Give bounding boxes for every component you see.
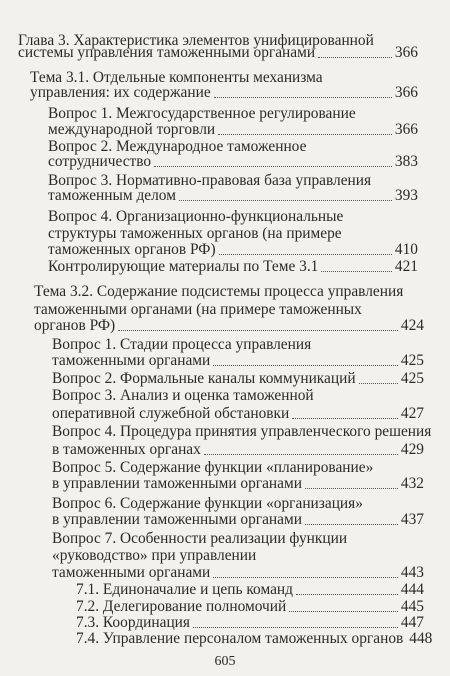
topic-3-1-q2-line1: Вопрос 2. Международное таможенное: [48, 138, 307, 155]
topic-3-2-q7-sub4-page: 448: [409, 630, 433, 647]
topic-3-2-q1-line1: Вопрос 1. Стадии процесса управления: [52, 336, 312, 353]
topic-3-2-title-line1: Тема 3.2. Содержание подсистемы процесса управления: [34, 283, 404, 300]
topic-3-1-q3-line1: Вопрос 3. Нормативно-правовая база управления: [48, 172, 372, 189]
topic-3-1-q4-line3: таможенных органов РФ): [48, 241, 216, 258]
topic-3-2-q3-entry[interactable]: [52, 404, 424, 424]
topic-3-2-q7-sub3-page: 447: [400, 614, 424, 631]
topic-3-2-q7-sub2-label: 7.2. Делегирование полномочий: [76, 598, 287, 615]
topic-3-2-q3-line2: оперативной служебной обстановки: [52, 405, 290, 422]
dot-leader: [305, 524, 398, 525]
dot-leader: [292, 418, 398, 419]
topic-3-1-title-line2: управления: их содержание: [30, 84, 211, 101]
topic-3-2-q4-entry[interactable]: [52, 440, 424, 460]
chapter-title-line2: системы управления таможенными органами: [18, 44, 316, 61]
dot-leader: [204, 454, 398, 455]
topic-3-2-page: 424: [400, 317, 424, 334]
topic-3-2-q4-page: 429: [400, 441, 424, 458]
dot-leader: [213, 577, 398, 578]
dot-leader: [154, 166, 392, 167]
dot-leader: [118, 330, 398, 331]
chapter-entry[interactable]: [18, 43, 418, 63]
topic-3-2-q5-page: 432: [400, 475, 424, 492]
topic-3-2-q3-line1: Вопрос 3. Анализ и оценка таможенной: [52, 387, 314, 404]
dot-leader: [213, 365, 398, 366]
topic-3-2-q4-line2: в таможенных органах: [52, 441, 201, 458]
page-number: 605: [214, 654, 236, 669]
dot-leader: [179, 200, 392, 201]
topic-3-1-q3-page: 393: [394, 187, 418, 204]
dot-leader: [218, 134, 392, 135]
topic-3-2-q6-page: 437: [400, 511, 424, 528]
topic-3-2-q7-sub1-label: 7.1. Единоначалие и цепь команд: [76, 581, 293, 598]
topic-3-1-q4-line1: Вопрос 4. Организационно-функциональные: [48, 208, 344, 225]
topic-3-2-q7-sub4-label: 7.4. Управление персоналом таможенных органов: [76, 630, 404, 647]
topic-3-1-q2-page: 383: [394, 153, 418, 170]
dot-leader: [321, 271, 392, 272]
topic-3-2-q6-line1: Вопрос 6. Содержание функции «организация»: [52, 495, 363, 512]
topic-3-2-q1-entry[interactable]: [52, 351, 424, 371]
topic-3-2-q2-page: 425: [400, 370, 424, 387]
topic-3-2-q6-entry[interactable]: [52, 510, 424, 530]
topic-3-2-title-line2: таможенными органами (на примере таможенных: [34, 301, 362, 318]
topic-3-2-q6-line2: в управлении таможенными органами: [52, 511, 302, 528]
topic-3-1-q1-page: 366: [394, 121, 418, 138]
topic-3-2-q5-entry[interactable]: [52, 474, 424, 494]
topic-3-1-page: 366: [394, 84, 418, 101]
topic-3-1-entry[interactable]: [30, 83, 418, 103]
topic-3-1-control-label: Контролирующие материалы по Теме 3.1: [48, 258, 319, 275]
dot-leader: [318, 57, 392, 58]
dot-leader: [305, 488, 398, 489]
topic-3-1-q3-entry[interactable]: [48, 186, 418, 206]
dot-leader: [219, 254, 392, 255]
topic-3-2-q7-sub2-page: 445: [400, 598, 424, 615]
topic-3-2-q1-line2: таможенными органами: [52, 352, 211, 369]
topic-3-2-entry[interactable]: [34, 316, 424, 336]
chapter-page: 366: [394, 44, 418, 61]
dot-leader: [193, 627, 398, 628]
topic-3-2-title-line3: органов РФ): [34, 317, 116, 334]
topic-3-2-q7-page: 443: [400, 564, 424, 581]
dot-leader: [359, 383, 398, 384]
topic-3-2-q7-sub4-entry[interactable]: [76, 629, 433, 649]
topic-3-2-q5-line1: Вопрос 5. Содержание функции «планирование»: [52, 459, 374, 476]
topic-3-2-q5-line2: в управлении таможенными органами: [52, 475, 302, 492]
topic-3-1-q4-line2: структуры таможенных органов (на примере: [48, 225, 342, 242]
topic-3-2-q1-page: 425: [400, 352, 424, 369]
topic-3-2-q7-line3: таможенными органами: [52, 564, 211, 581]
topic-3-1-control-page: 421: [394, 258, 418, 275]
topic-3-2-q7-sub3-label: 7.3. Координация: [76, 614, 191, 631]
topic-3-2-q7-line2: «руководство» при управлении: [52, 547, 257, 564]
topic-3-1-q2-entry[interactable]: [48, 152, 418, 172]
topic-3-1-title-line1: Тема 3.1. Отдельные компоненты механизма: [30, 69, 323, 86]
chapter-title-line1: Глава 3. Характеристика элементов унифицированной: [18, 32, 374, 49]
dot-leader: [214, 97, 392, 98]
topic-3-1-q1-line2: международной торговли: [48, 121, 216, 138]
topic-3-2-q2-label: Вопрос 2. Формальные каналы коммуникаций: [52, 370, 356, 387]
topic-3-1-q2-line2: сотрудничество: [48, 153, 152, 170]
dot-leader: [296, 594, 398, 595]
topic-3-2-q4-line1: Вопрос 4. Процедура принятия управленческого решения: [52, 423, 432, 440]
dot-leader: [289, 611, 398, 612]
topic-3-2-q7-line1: Вопрос 7. Особенности реализации функции: [52, 530, 348, 547]
topic-3-1-control-entry[interactable]: [48, 257, 418, 277]
topic-3-1-q3-line2: таможенным делом: [48, 187, 176, 204]
topic-3-2-q7-sub1-page: 444: [400, 581, 424, 598]
topic-3-2-q3-page: 427: [400, 405, 424, 422]
topic-3-1-q1-line1: Вопрос 1. Межгосударственное регулирование: [48, 105, 356, 122]
topic-3-1-q4-page: 410: [394, 241, 418, 258]
